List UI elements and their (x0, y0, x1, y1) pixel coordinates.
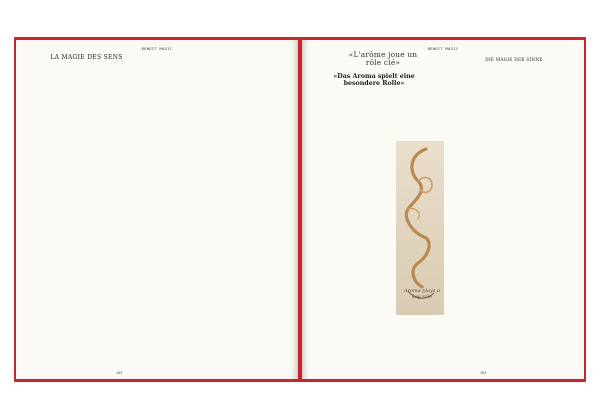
section-heading-fr: LA MAGIE DES SENS (50, 54, 123, 61)
left-column-2 (164, 54, 289, 364)
page-number-left: 103 (116, 371, 123, 375)
pullquote-french: «L'arôme joue un rôle clé» (348, 50, 418, 68)
illustration-caption: Aroma plays a key role (403, 288, 441, 300)
right-column-2-top (394, 90, 446, 140)
left-column-1 (25, 54, 148, 364)
running-head-right: BENOIT MAGIC (427, 47, 459, 51)
section-heading-de: DIE MAGIE DER SINNE (485, 57, 543, 62)
pullquote-german: «Das Aroma spielt eine besondere Rolle» (333, 73, 415, 87)
right-page (302, 40, 584, 379)
right-column-3 (452, 54, 576, 366)
left-page (16, 40, 298, 379)
right-column-2-bottom (394, 316, 446, 366)
running-head-left: BENOIT MAGIC (141, 47, 173, 51)
page-number-right: 103 (480, 371, 487, 375)
right-column-1 (312, 54, 390, 366)
